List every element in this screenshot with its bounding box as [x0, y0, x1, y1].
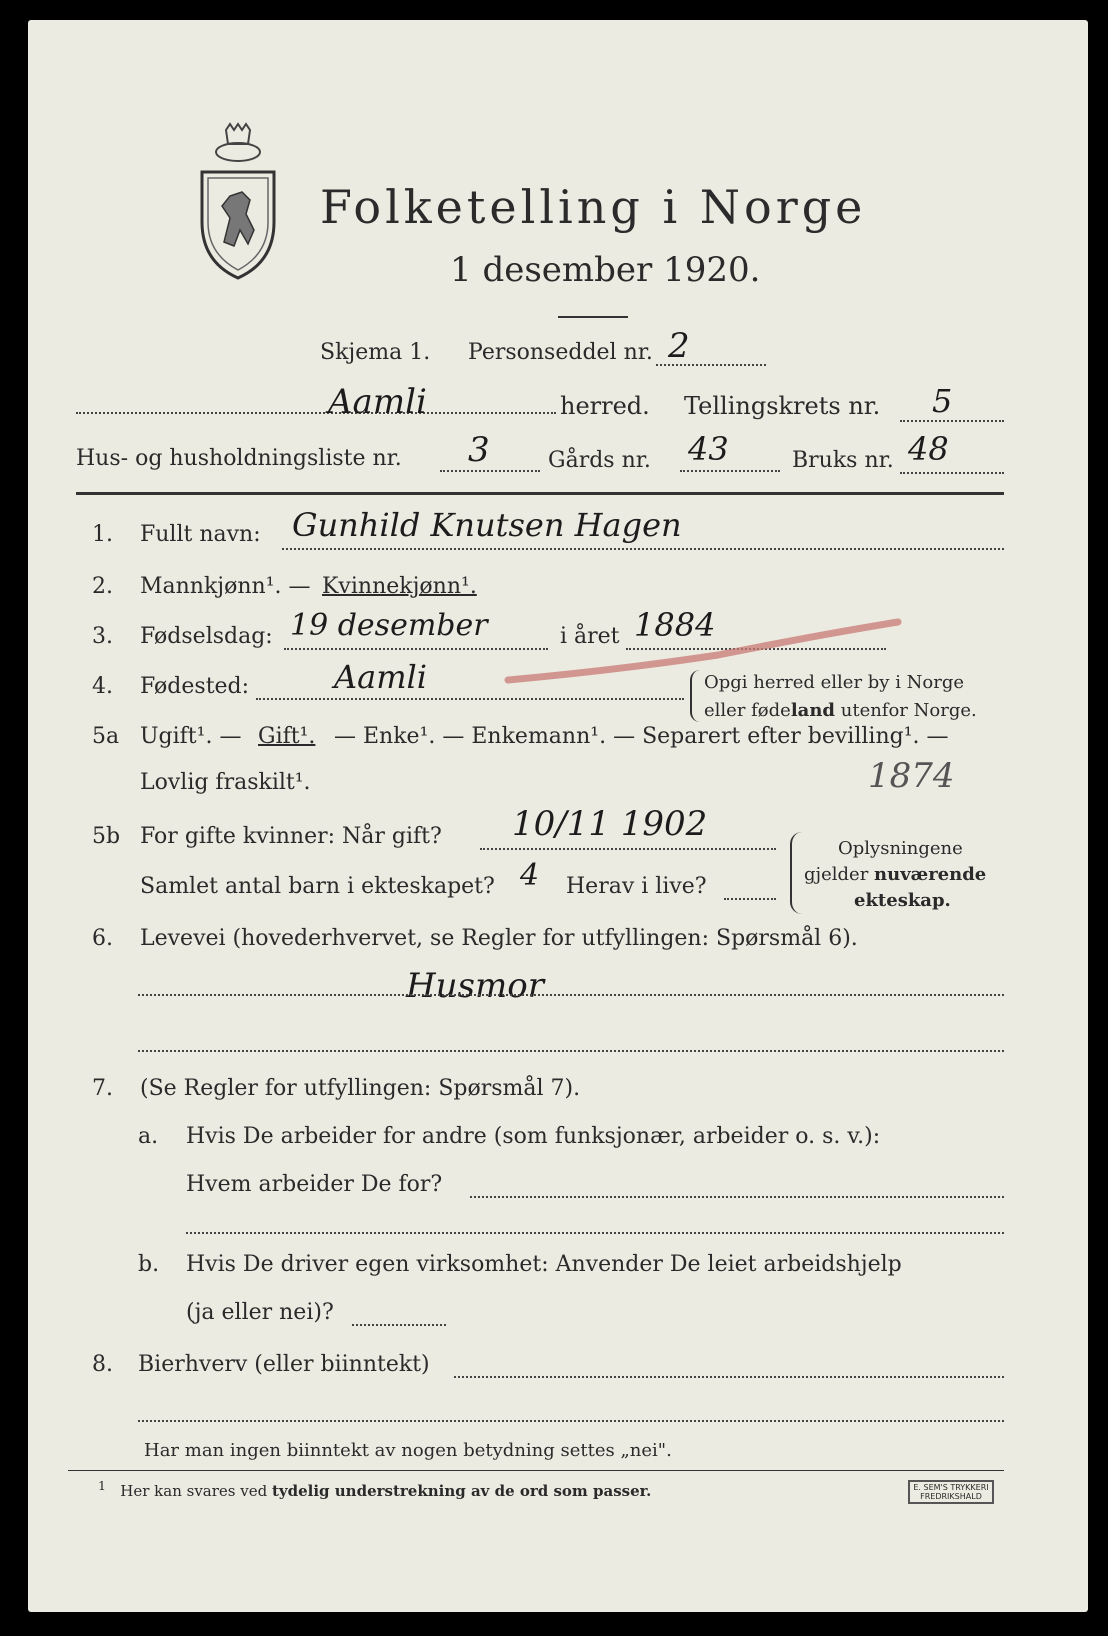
ugift-option[interactable]: Ugift¹. —: [140, 724, 242, 749]
children-value[interactable]: 4: [520, 858, 540, 893]
section-divider: [76, 492, 1004, 495]
hired-help-field[interactable]: [352, 1324, 446, 1326]
bruks-label: Bruks nr.: [792, 448, 894, 473]
alive-label: Herav i live?: [566, 874, 707, 899]
fraskilt-option[interactable]: Lovlig fraskilt¹.: [140, 770, 311, 795]
q8-label: Bierhverv (eller biinntekt): [138, 1352, 430, 1377]
q6-label: Levevei (hovederhvervet, se Regler for utfyllingen: Spørsmål 6).: [140, 926, 858, 951]
q8-number: 8.: [92, 1352, 113, 1377]
q3-number: 3.: [92, 624, 113, 649]
q7-number: 7.: [92, 1076, 113, 1101]
q5a-number: 5a: [92, 724, 120, 749]
tellingskrets-label: Tellingskrets nr.: [684, 392, 881, 420]
footnote: $^1$ Her kan svares ved tydelig understrekning av de ord som passer.: [98, 1478, 652, 1500]
q7b-text2: (ja eller nei)?: [186, 1300, 334, 1325]
skjema-label: Skjema 1.: [320, 340, 431, 365]
red-pencil-mark: [498, 610, 918, 690]
q7a-text2: Hvem arbeider De for?: [186, 1172, 443, 1197]
q6-number: 6.: [92, 926, 113, 951]
q4-note-line1: Opgi herred eller by i Norge: [704, 672, 965, 693]
full-name-value[interactable]: Gunhild Knutsen Hagen: [292, 506, 682, 544]
occupation-value[interactable]: Husmor: [406, 966, 544, 1006]
q3-label: Fødselsdag:: [140, 624, 273, 649]
census-form: [28, 20, 1088, 1612]
q5b-note-line1: Oplysningene: [838, 838, 963, 859]
birthplace-value[interactable]: Aamli: [334, 658, 427, 696]
tellingskrets-value[interactable]: 5: [932, 382, 953, 420]
q7b-letter: b.: [138, 1252, 160, 1277]
employer-field[interactable]: [470, 1196, 1004, 1198]
q4-note-line2: eller fødeland utenfor Norge.: [704, 700, 977, 721]
q7a-text: Hvis De arbeider for andre (som funksjonær, arbeider o. s. v.):: [186, 1124, 881, 1149]
q5b-number: 5b: [92, 824, 121, 849]
q7a-letter: a.: [138, 1124, 159, 1149]
gards-value[interactable]: 43: [688, 430, 729, 468]
coat-of-arms-icon: [196, 122, 276, 282]
herred-label: herred.: [560, 392, 650, 420]
herred-value[interactable]: Aamli: [328, 382, 427, 422]
personseddel-value[interactable]: 2: [668, 326, 690, 366]
q1-number: 1.: [92, 522, 113, 547]
husliste-label: Hus- og husholdningsliste nr.: [76, 446, 402, 471]
printer-stamp: E. SEM'S TRYKKERI FREDRIKSHALD: [908, 1480, 994, 1504]
q7-label: (Se Regler for utfyllingen: Spørsmål 7).: [140, 1076, 581, 1101]
margin-note: 1874: [868, 756, 955, 796]
form-title: Folketelling i Norge: [320, 180, 867, 234]
male-option[interactable]: Mannkjønn¹. —: [140, 574, 311, 599]
census-date: 1 desember 1920.: [450, 250, 761, 290]
q5b-note-line3: ekteskap.: [854, 890, 951, 911]
q5b-note-line2: gjelder nuværende: [804, 864, 987, 885]
q4-number: 4.: [92, 674, 113, 699]
q5b-label: For gifte kvinner: Når gift?: [140, 824, 442, 849]
q4-label: Fødested:: [140, 674, 250, 699]
personseddel-label: Personseddel nr.: [468, 340, 653, 365]
marriage-date-value[interactable]: 10/11 1902: [512, 804, 708, 844]
bruks-value[interactable]: 48: [908, 430, 949, 468]
birthday-value[interactable]: 19 desember: [290, 608, 488, 643]
year-label: i året: [560, 624, 620, 649]
side-income-field[interactable]: [454, 1376, 1004, 1378]
footer-note: Har man ingen biinntekt av nogen betydning settes „nei".: [144, 1440, 672, 1461]
children-label: Samlet antal barn i ekteskapet?: [140, 874, 495, 899]
q1-label: Fullt navn:: [140, 522, 261, 547]
gift-option[interactable]: Gift¹.: [258, 724, 316, 749]
q2-number: 2.: [92, 574, 113, 599]
marital-options-rest[interactable]: — Enke¹. — Enkemann¹. — Separert efter bevilling¹. —: [334, 724, 949, 749]
gards-label: Gårds nr.: [548, 448, 651, 473]
husliste-value[interactable]: 3: [468, 430, 490, 470]
q7b-text: Hvis De driver egen virksomhet: Anvender De leiet arbeidshjelp: [186, 1252, 902, 1277]
title-divider: [558, 316, 628, 318]
birth-year-value[interactable]: 1884: [634, 606, 716, 644]
female-option[interactable]: Kvinnekjønn¹.: [322, 574, 477, 599]
